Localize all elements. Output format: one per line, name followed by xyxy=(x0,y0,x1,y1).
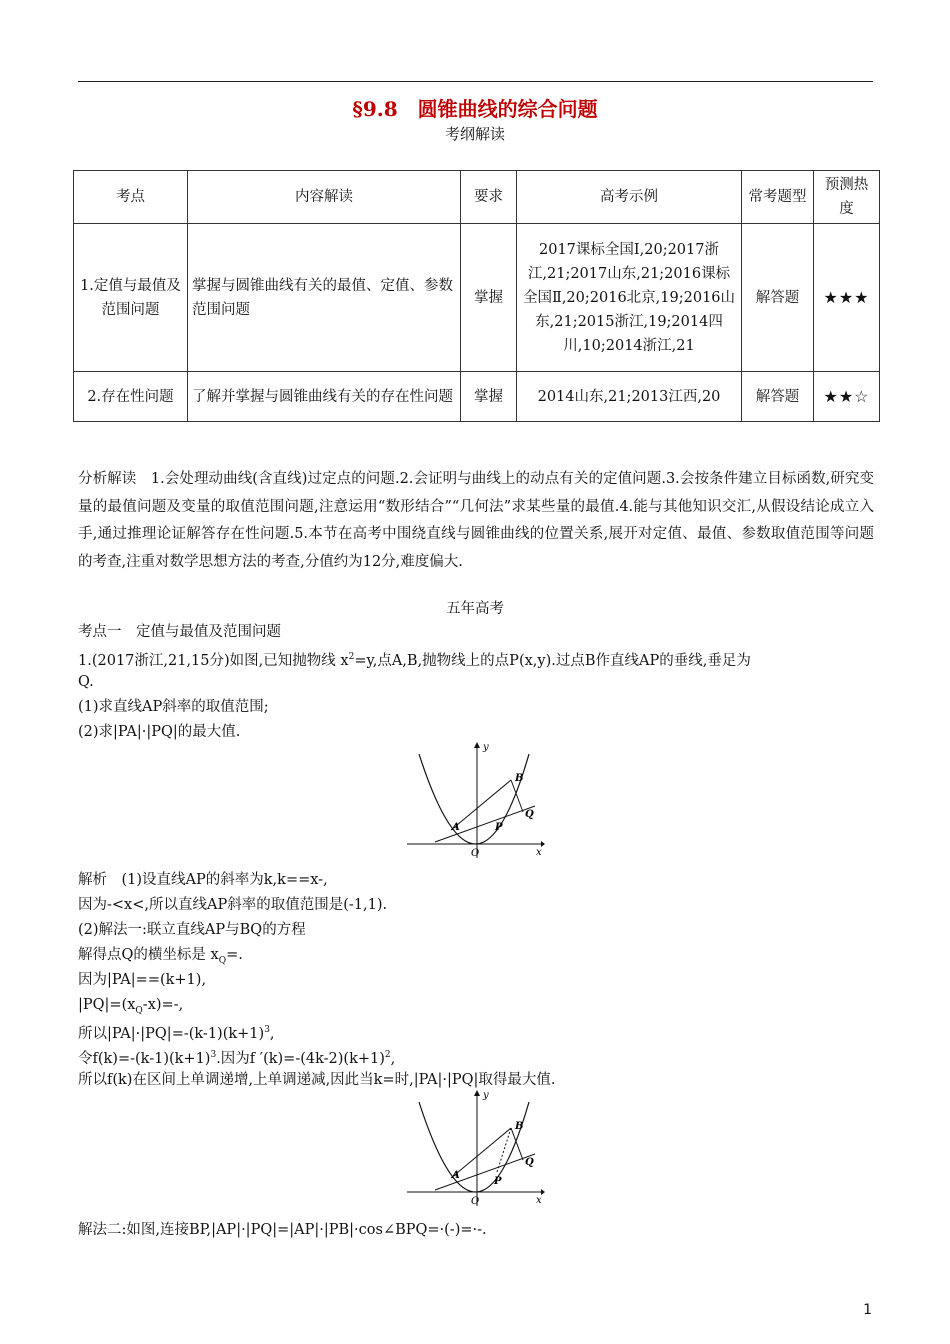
solution-line-8: 令$f(k)=-(k-1)(k+1)^3$.因为f $'(k)=-(4k-2)(k+1)^2$, xyxy=(78,1050,396,1067)
solution-line-4: 解得点Q的横坐标是 $x_Q=$. xyxy=(78,947,243,966)
table-header: 内容解读 xyxy=(188,171,461,224)
solution-line-5: 因为|PA|==(k+1), xyxy=(78,972,207,988)
table-cell-content: 了解并掌握与圆锥曲线有关的存在性问题 xyxy=(188,372,461,422)
solution-line-6: $|PQ|=(x_Q-x)=-$, xyxy=(78,997,184,1016)
line-ap xyxy=(435,1154,535,1190)
superscript: 2 xyxy=(348,652,355,662)
table-cell-heat: ★★☆ xyxy=(814,372,880,422)
label-x: x xyxy=(536,847,542,858)
table-cell-type: 解答题 xyxy=(742,372,814,422)
label-o: O xyxy=(471,848,480,859)
syllabus-table xyxy=(73,170,880,422)
label-b: B xyxy=(515,773,524,784)
table-header: 考点 xyxy=(74,171,188,224)
table-cell-type: 解答题 xyxy=(742,224,814,372)
problem-line-1: 1.(2017浙江,21,15分)如图,已知抛物线 $x^2=y$,点A,B,抛物线上的点P(x,y).过点B作直线AP的垂线,垂足为 xyxy=(78,652,751,669)
label-q: Q xyxy=(525,809,534,820)
problem-line-2: Q. xyxy=(78,674,94,690)
table-header: 预测热度 xyxy=(814,171,880,224)
table-header: 高考示例 xyxy=(517,171,742,224)
line-bq xyxy=(511,1128,523,1160)
table-cell-req: 掌握 xyxy=(461,372,517,422)
page-number: 1 xyxy=(863,1302,872,1318)
question-2: (2)求|PA|·|PQ|的最大值. xyxy=(78,724,241,740)
table-header: 常考题型 xyxy=(742,171,814,224)
label-b: B xyxy=(515,1121,524,1132)
table-cell-point: 1.定值与最值及范围问题 xyxy=(74,224,188,372)
label-q: Q xyxy=(525,1157,534,1168)
table-cell-examples: 2017课标全国Ⅰ,20;2017浙江,21;2017山东,21;2016课标全国Ⅱ,20;2016北京,19;2016山东,21;2015浙江,19;2014四川,10;2014浙江,21 xyxy=(517,224,742,372)
label-a: A xyxy=(452,1170,460,1181)
table-cell-req: 掌握 xyxy=(461,224,517,372)
label-x: x xyxy=(536,1195,542,1206)
section-heading: 五年高考 xyxy=(446,601,504,617)
table-cell-content: 掌握与圆锥曲线有关的最值、定值、参数范围问题 xyxy=(188,224,461,372)
solution-line-7: 所以$|PA|\cdot|PQ|=-(k-1)(k+1)^3$, xyxy=(78,1025,275,1042)
parabola-curve xyxy=(419,754,529,844)
table-cell-heat: ★★★ xyxy=(814,224,880,372)
label-y: y xyxy=(483,1090,489,1101)
parabola-figure-1 xyxy=(405,738,545,860)
label-p: P xyxy=(494,1176,502,1187)
solution-line-1: 解析 (1)设直线AP的斜率为k,k==x-, xyxy=(78,872,328,888)
label-y: y xyxy=(483,742,489,753)
solution-line-3: (2)解法一:联立直线AP与BQ的方程 xyxy=(78,922,306,938)
line-bq xyxy=(511,780,523,812)
solution-line-9: 所以f(k)在区间上单调递增,上单调递减,因此当k=时,|PA|·|PQ|取得最大值. xyxy=(78,1072,556,1088)
table-cell-examples: 2014山东,21;2013江西,20 xyxy=(517,372,742,422)
analysis-paragraph: 分析解读 1.会处理动曲线(含直线)过定点的问题.2.会证明与曲线上的动点有关的定值问题.3.会按条件建立目标函数,研究变量的最值问题及变量的取值范围问题,注意运用“数形结合”“几何法”求某些量的最值.4.能与其他知识交汇,从假设结论成立入手,通过推理论证解答存在性问题.5.本节在高考中围绕直线与圆锥曲线的位置关系,展开对定值、最值、参数取值范围等问题的考查,注重对数学思想方法的考查,分值约为12分,难度偏大. xyxy=(78,471,874,570)
table-cell-point: 2.存在性问题 xyxy=(74,372,188,422)
parabola-figure-2 xyxy=(405,1086,545,1208)
top-rule xyxy=(78,81,873,82)
table-row xyxy=(74,372,880,422)
question-1: (1)求直线AP斜率的取值范围; xyxy=(78,699,269,715)
parabola-curve xyxy=(419,1102,529,1192)
label-p: P xyxy=(495,822,503,833)
table-row xyxy=(74,224,880,372)
solution-line-10: 解法二:如图,连接BP,|AP|·|PQ|=|AP|·|PB|·cos∠BPQ=·(-)=·-. xyxy=(78,1222,487,1238)
label-a: A xyxy=(452,822,460,833)
label-o: O xyxy=(471,1196,480,1207)
topic-heading: 考点一 定值与最值及范围问题 xyxy=(78,624,281,640)
page-title: §9.8 圆锥曲线的综合问题 xyxy=(352,97,598,121)
page-subtitle: 考纲解读 xyxy=(444,125,505,143)
table-header: 要求 xyxy=(461,171,517,224)
table-header-row xyxy=(74,171,880,224)
solution-line-2: 因为-<x<,所以直线AP斜率的取值范围是(-1,1). xyxy=(78,897,388,913)
line-ap xyxy=(435,806,535,842)
